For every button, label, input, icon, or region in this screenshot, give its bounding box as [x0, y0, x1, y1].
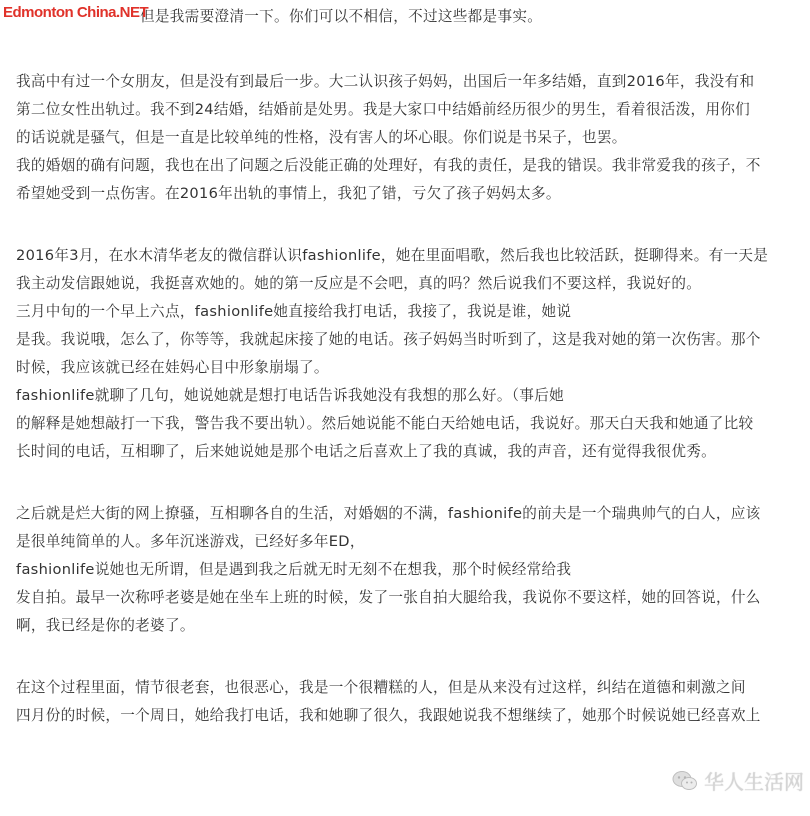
wechat-official-account-icon	[672, 770, 698, 792]
text-line: fashionlife说她也无所谓，但是遇到我之后就无时无刻不在想我，那个时候经常给我	[16, 561, 572, 578]
paragraph-3	[16, 500, 796, 640]
paragraph-spacer	[16, 208, 796, 242]
site-watermark	[672, 766, 804, 795]
text-line: 我主动发信跟她说，我挺喜欢她的。她的第一反应是不会吧，真的吗？然后说我们不要这样，我说好的。	[16, 275, 702, 292]
text-line: 是很单纯简单的人。多年沉迷游戏，已经好多年ED，	[16, 533, 365, 550]
text-line: 之后就是烂大街的网上撩骚，互相聊各自的生活，对婚姻的不满，fashionife的前夫是一个瑞典帅气的白人，应该	[16, 505, 761, 522]
watermark-text: 华人生活网	[704, 770, 804, 794]
text-line: fashionlife就聊了几句，她说她就是想打电话告诉我她没有我想的那么好。（事后她	[16, 387, 564, 404]
text-line: 三月中旬的一个早上六点，fashionlife她直接给我打电话，我接了，我说是谁，她说	[16, 303, 572, 320]
text-line: 的话说就是骚气，但是一直是比较单纯的性格，没有害人的坏心眼。你们说是书呆子，也罢。	[16, 129, 627, 146]
site-logo: Edmonton China.NET	[3, 4, 149, 21]
text-line: 啊，我已经是你的老婆了。	[16, 617, 195, 634]
text-line: 时候，我应该就已经在娃妈心目中形象崩塌了。	[16, 359, 329, 376]
text-line: 的解释是她想敲打一下我，警告我不要出轨）。然后她说能不能白天给她电话，我说好。那天白天我和她通了比较	[16, 415, 754, 432]
text-line: 四月份的时候，一个周日，她给我打电话，我和她聊了很久，我跟她说我不想继续了，她那个时候说她已经喜欢上	[16, 707, 761, 724]
paragraph-spacer	[16, 34, 796, 68]
intro-text: 但是我需要澄清一下。你们可以不相信，不过这些都是事实。	[140, 8, 543, 25]
text-line: 在这个过程里面，情节很老套，也很恶心，我是一个很糟糕的人，但是从来没有过这样，纠结在道德和刺激之间	[16, 679, 746, 696]
text-line: 是我。我说哦，怎么了，你等等，我就起床接了她的电话。孩子妈妈当时听到了，这是我对她的第一次伤害。那个	[16, 331, 761, 348]
paragraph-4	[16, 674, 796, 730]
paragraph-spacer	[16, 640, 796, 674]
paragraph-2	[16, 242, 796, 466]
text-line: 2016年3月，在水木清华老友的微信群认识fashionlife，她在里面唱歌，然后我也比较活跃，挺聊得来。有一天是	[16, 247, 769, 264]
text-line: 发自拍。最早一次称呼老婆是她在坐车上班的时候，发了一张自拍大腿给我，我说你不要这样，她的回答说，什么	[16, 589, 761, 606]
text-line: 希望她受到一点伤害。在2016年出轨的事情上，我犯了错，亏欠了孩子妈妈太多。	[16, 185, 561, 202]
text-line: 长时间的电话，互相聊了，后来她说她是那个电话之后喜欢上了我的真诚，我的声音，还有觉得我很优秀。	[16, 443, 717, 460]
paragraph-spacer	[16, 466, 796, 500]
text-line: 我的婚姻的确有问题，我也在出了问题之后没能正确的处理好，有我的责任，是我的错误。我非常爱我的孩子，不	[16, 157, 761, 174]
article-body	[16, 0, 796, 730]
paragraph-1	[16, 68, 796, 208]
text-line: 我高中有过一个女朋友，但是没有到最后一步。大二认识孩子妈妈，出国后一年多结婚，直到2016年，我没有和	[16, 73, 755, 90]
text-line: 第二位女性出轨过。我不到24结婚，结婚前是处男。我是大家口中结婚前经历很少的男生，看着很活泼，用你们	[16, 101, 751, 118]
